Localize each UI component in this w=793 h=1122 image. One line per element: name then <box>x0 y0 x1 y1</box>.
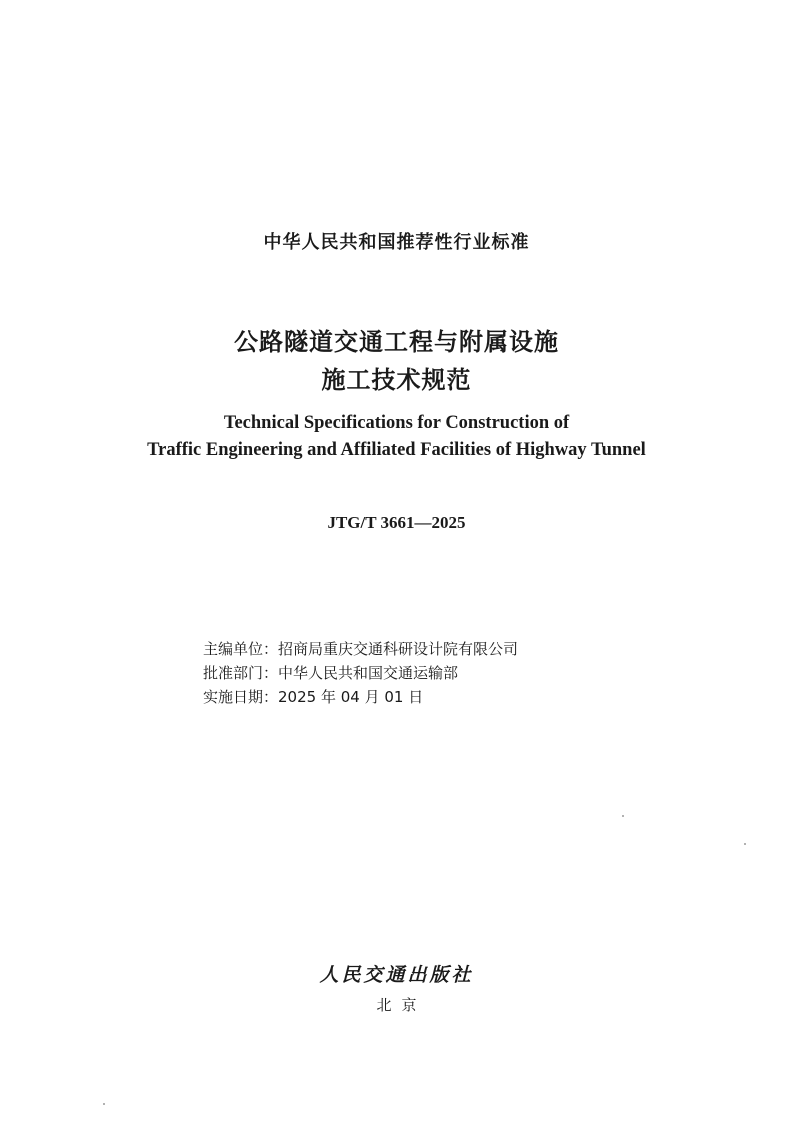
info-value: 2025 年 04 月 01 日 <box>278 688 424 706</box>
publisher-name: 人民交通出版社 <box>319 964 474 986</box>
title-chinese-line-2: 施工技术规范 <box>321 366 472 394</box>
info-label: 实施日期： <box>203 688 279 706</box>
info-row-approver <box>203 662 458 683</box>
info-label: 主编单位： <box>203 640 279 658</box>
info-row-effective-date <box>203 686 423 707</box>
scan-speck <box>744 843 746 845</box>
title-chinese-line-1: 公路隧道交通工程与附属设施 <box>234 328 559 356</box>
scan-speck <box>622 815 624 817</box>
info-value: 招商局重庆交通科研设计院有限公司 <box>278 640 519 658</box>
info-row-editor <box>203 638 518 659</box>
title-english-line-2: Traffic Engineering and Affiliated Facilities of Highway Tunnel <box>147 440 646 460</box>
info-label: 批准部门： <box>203 664 279 682</box>
standard-code: JTG/T 3661—2025 <box>327 513 466 532</box>
scan-speck <box>103 1103 105 1105</box>
info-value: 中华人民共和国交通运输部 <box>278 664 459 682</box>
title-english-line-1: Technical Specifications for Construction of <box>223 413 570 433</box>
publisher-city: 北京 <box>376 996 427 1014</box>
standard-series: 中华人民共和国推荐性行业标准 <box>263 232 530 253</box>
